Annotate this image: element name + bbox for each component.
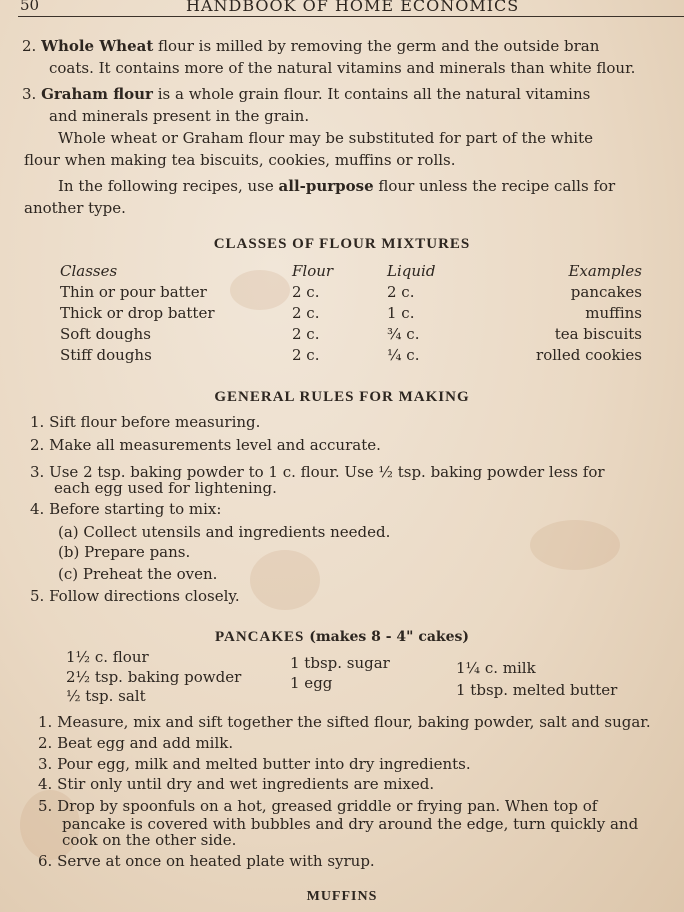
- table-cell: Thin or pour batter: [60, 282, 207, 301]
- rule-subitem: (b) Prepare pans.: [58, 543, 191, 561]
- table-row: [60, 281, 642, 302]
- item-text: flour is milled by removing the germ and the outside bran: [153, 37, 600, 55]
- recipe-yield: (makes 8 - 4" cakes): [304, 629, 470, 645]
- table-cell: 2 c.: [387, 282, 415, 301]
- ingredient: 1 tbsp. melted butter: [456, 681, 618, 699]
- table-cell: 2 c.: [292, 345, 320, 364]
- ingredient: 1 tbsp. sugar: [290, 654, 390, 672]
- column-header: Classes: [60, 261, 118, 280]
- recipe-step: 2. Beat egg and add milk.: [38, 734, 234, 752]
- item-number: 3.: [22, 85, 37, 103]
- table-row: [60, 323, 642, 344]
- section-heading: CLASSES OF FLOUR MIXTURES: [213, 236, 471, 252]
- paragraph-text: flour unless the recipe calls for: [373, 177, 616, 195]
- recipe-heading: [0, 627, 684, 646]
- emphasis-text: all-purpose: [278, 177, 374, 195]
- item-text-continued: and minerals present in the grain.: [49, 107, 310, 125]
- rule-subitem: (a) Collect utensils and ingredients needed.: [58, 523, 391, 541]
- rule-item: 1. Sift flour before measuring.: [30, 413, 261, 431]
- table-cell: 2 c.: [292, 324, 320, 343]
- paragraph-line: [58, 176, 615, 196]
- table-cell: Soft doughs: [60, 324, 151, 343]
- recipe-step: 1. Measure, mix and sift together the sifted flour, baking powder, salt and sugar.: [38, 713, 651, 731]
- table-cell: ¼ c.: [387, 345, 420, 364]
- page-header: [18, 0, 684, 18]
- column-header: Liquid: [387, 261, 436, 280]
- header-rule: [18, 16, 684, 17]
- item-text-continued: coats. It contains more of the natural vitamins and minerals than white flour.: [49, 59, 636, 77]
- recipe-step: 6. Serve at once on heated plate with syrup.: [38, 852, 375, 870]
- recipe-title: PANCAKES: [214, 629, 305, 645]
- rule-item: 2. Make all measurements level and accurate.: [30, 436, 381, 454]
- column-header: Flour: [292, 261, 334, 280]
- column-header: Examples: [568, 261, 642, 280]
- paragraph-line: another type.: [24, 199, 126, 217]
- ingredient: ½ tsp. salt: [66, 687, 146, 705]
- flour-name: Graham flour: [41, 85, 153, 103]
- ingredient: 1 egg: [290, 674, 333, 692]
- table-cell: 2 c.: [292, 282, 320, 301]
- table-row: [60, 302, 642, 323]
- flour-name: Whole Wheat: [41, 37, 154, 55]
- recipe-step: 5. Drop by spoonfuls on a hot, greased griddle or frying pan. When top of: [38, 797, 598, 815]
- table-cell: muffins: [585, 303, 642, 322]
- paragraph-text: In the following recipes, use: [58, 177, 279, 195]
- paper-stain: [530, 520, 620, 570]
- flour-item-2: [22, 36, 599, 56]
- paragraph-line: Whole wheat or Graham flour may be substituted for part of the white: [58, 129, 593, 147]
- table-cell: Stiff doughs: [60, 345, 152, 364]
- table-cell: Thick or drop batter: [60, 303, 215, 322]
- paragraph-line: flour when making tea biscuits, cookies, muffins or rolls.: [24, 151, 456, 169]
- table-row: [60, 344, 642, 365]
- running-title: HANDBOOK OF HOME ECONOMICS: [186, 0, 520, 15]
- recipe-step: 4. Stir only until dry and wet ingredients are mixed.: [38, 775, 435, 793]
- ingredient: 1½ c. flour: [66, 648, 149, 666]
- rule-item: 5. Follow directions closely.: [30, 587, 240, 605]
- section-heading: GENERAL RULES FOR MAKING: [214, 389, 470, 405]
- rule-item: 4. Before starting to mix:: [30, 500, 222, 518]
- table-cell: rolled cookies: [536, 345, 642, 364]
- recipe-step-continued: pancake is covered with bubbles and dry around the edge, turn quickly and: [62, 815, 639, 833]
- table-cell: tea biscuits: [554, 324, 642, 343]
- flour-mixtures-table: [60, 260, 642, 365]
- table-header-row: [60, 260, 642, 281]
- recipe-heading: MUFFINS: [306, 889, 378, 904]
- ingredient: 1¼ c. milk: [456, 659, 536, 677]
- rule-item: 3. Use 2 tsp. baking powder to 1 c. flour. Use ½ tsp. baking powder less for: [30, 463, 605, 481]
- table-cell: pancakes: [570, 282, 642, 301]
- page-number: 50: [20, 0, 40, 14]
- item-text: is a whole grain flour. It contains all the natural vitamins: [152, 85, 591, 103]
- table-cell: ¾ c.: [387, 324, 420, 343]
- recipe-step-continued: cook on the other side.: [62, 831, 237, 849]
- flour-item-3: [22, 84, 590, 104]
- table-cell: 2 c.: [292, 303, 320, 322]
- item-number: 2.: [22, 37, 37, 55]
- rule-subitem: (c) Preheat the oven.: [58, 565, 218, 583]
- ingredient: 2½ tsp. baking powder: [66, 668, 242, 686]
- table-cell: 1 c.: [387, 303, 415, 322]
- paper-stain: [250, 550, 320, 610]
- rule-item-continued: each egg used for lightening.: [54, 479, 277, 497]
- recipe-step: 3. Pour egg, milk and melted butter into dry ingredients.: [38, 755, 471, 773]
